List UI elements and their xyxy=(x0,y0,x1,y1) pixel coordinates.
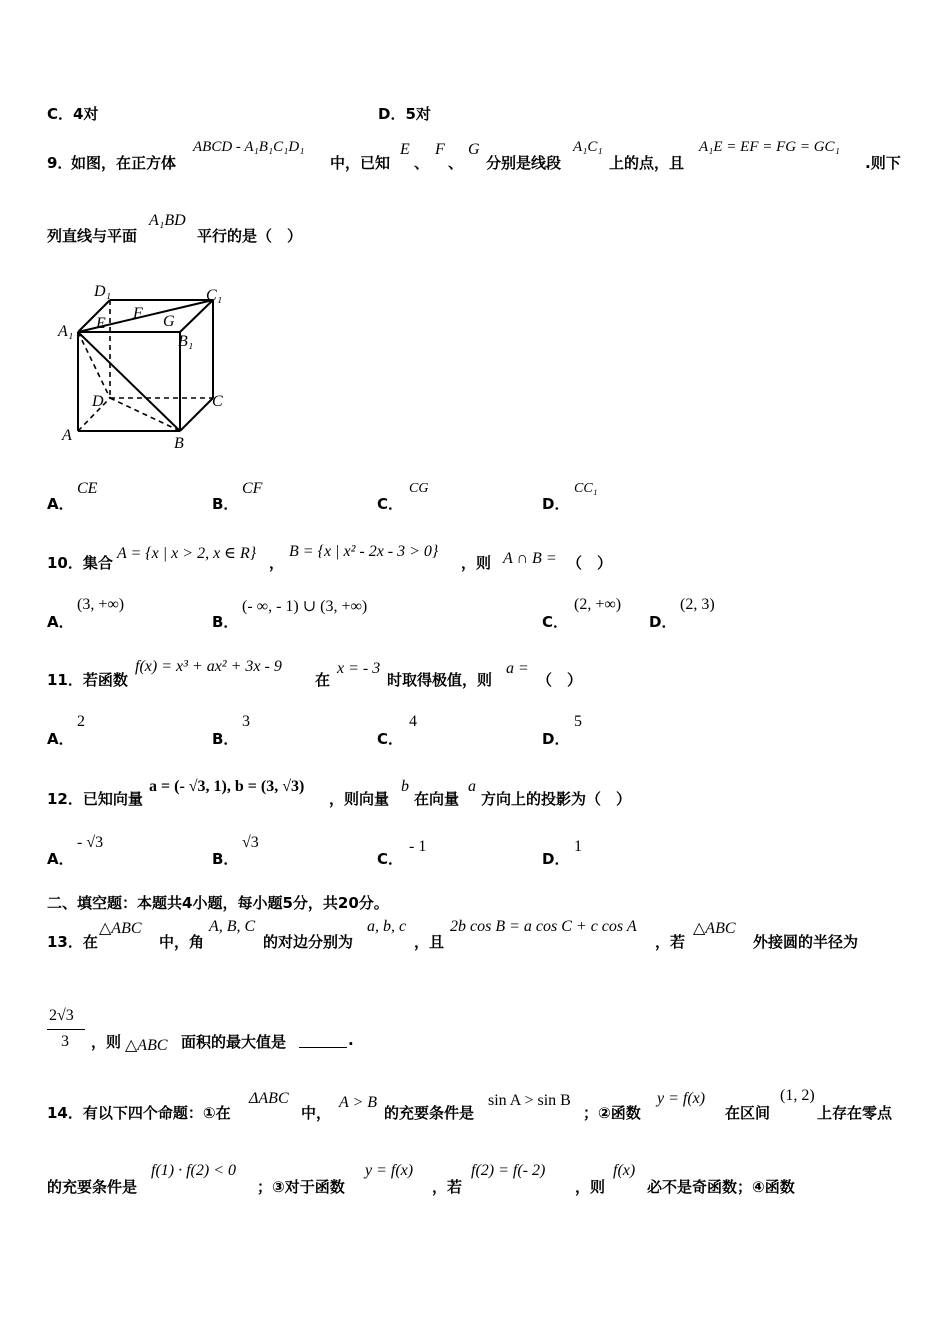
q13-text-2: 中，角 xyxy=(159,933,205,951)
q9-text-4: 上的点，且 xyxy=(609,154,685,172)
q14-text-3: 的充要条件是 xyxy=(384,1104,475,1122)
label-b1: B₁ xyxy=(178,333,194,350)
q12-text-3: 在向量 xyxy=(414,790,460,808)
q9-option-b-label: B． xyxy=(212,495,239,513)
q14-condition: A > B xyxy=(339,1094,378,1111)
q13-answer-blank[interactable] xyxy=(299,1035,347,1048)
q13-text-8: 面积的最大值是 xyxy=(181,1033,287,1051)
q12-option-c-label: C． xyxy=(377,850,404,868)
q9-point-f: F xyxy=(435,141,445,158)
q12-text-2: ，则向量 xyxy=(329,790,390,808)
q9-option-b-value: CF xyxy=(242,480,263,497)
q10-number: 10．集合 xyxy=(47,554,113,572)
q12-option-d-label: D． xyxy=(542,850,570,868)
q13-angles: A, B, C xyxy=(209,918,256,935)
q8-option-d: D．5对 xyxy=(378,105,431,123)
q13-text-7: ，则 xyxy=(91,1033,122,1051)
label-d1: D₁ xyxy=(94,283,112,300)
q9-text-7: 平行的是（ ） xyxy=(197,227,303,245)
q14-line2 xyxy=(47,1160,907,1194)
q9-plane: A₁BD xyxy=(149,212,186,229)
q14-text-7: 的充要条件是 xyxy=(47,1178,138,1196)
q9-text-5: .则下 xyxy=(865,154,901,172)
q10-options xyxy=(47,596,907,630)
q13-text-3: 的对边分别为 xyxy=(263,933,354,951)
q10-option-b-label: B． xyxy=(212,613,239,631)
q10-option-d-label: D． xyxy=(649,613,677,631)
label-d: D xyxy=(92,393,104,410)
q13-fraction-bar xyxy=(47,1029,85,1030)
q9-options xyxy=(47,480,907,514)
q13-equation: 2b cos B = a cos C + c cos A xyxy=(450,918,637,935)
q14-text-11: 必不是奇函数；④函数 xyxy=(647,1178,795,1196)
label-e: E xyxy=(96,315,106,332)
q9-option-c-value: CG xyxy=(409,481,429,496)
q14-equation: f(2) = f(- 2) xyxy=(471,1162,546,1179)
q12-stem xyxy=(47,775,907,809)
q13-number: 13．在 xyxy=(47,933,98,951)
q12-vector-b: b xyxy=(401,778,409,795)
q9-sep-2: 、 xyxy=(448,154,464,172)
q12-option-c-value: - 1 xyxy=(409,838,427,855)
q11-option-b-label: B． xyxy=(212,730,239,748)
q12-vectors: a = (- √3, 1), b = (3, √3) xyxy=(149,778,305,795)
q11-option-d-label: D． xyxy=(542,730,570,748)
q14-fx: f(x) xyxy=(613,1162,636,1179)
q13-triangle-2: △ABC xyxy=(693,920,736,937)
q9-segment: A₁C₁ xyxy=(573,139,603,155)
q13-fraction-numerator: 2√3 xyxy=(49,1007,74,1024)
q14-text-5: 在区间 xyxy=(725,1104,771,1122)
q11-option-b-value: 3 xyxy=(242,713,250,730)
q13-triangle-3: △ABC xyxy=(125,1037,168,1054)
q14-text-2: 中， xyxy=(301,1104,332,1122)
line-a1-d xyxy=(78,332,110,398)
q14-text-10: ，则 xyxy=(575,1178,606,1196)
q14-text-6: 上存在零点 xyxy=(817,1104,893,1122)
q14-number: 14．有以下四个命题：①在 xyxy=(47,1104,231,1122)
q13-triangle: △ABC xyxy=(99,920,142,937)
q10-set-b: B = {x | x² - 2x - 3 > 0} xyxy=(289,543,439,560)
q10-option-b-value: (- ∞, - 1) ∪ (3, +∞) xyxy=(242,598,368,615)
q10-stem xyxy=(47,540,907,574)
section-heading: 二、填空题：本题共4小题，每小题5分，共20分。 xyxy=(47,894,389,912)
q9-text-2: 中，已知 xyxy=(330,154,391,172)
q11-paren: （ ） xyxy=(537,671,583,689)
label-f: F xyxy=(133,305,143,322)
q11-number: 11．若函数 xyxy=(47,671,128,689)
q14-interval: (1, 2) xyxy=(780,1087,815,1104)
q10-paren: （ ） xyxy=(567,554,613,572)
q11-option-c-value: 4 xyxy=(409,713,417,730)
q9-equation: A₁E = EF = FG = GC₁ xyxy=(699,139,840,155)
q14-function: y = f(x) xyxy=(657,1090,706,1107)
q11-x-value: x = - 3 xyxy=(337,660,381,677)
q13-end: . xyxy=(348,1031,354,1049)
q9-option-d-value: CC₁ xyxy=(574,481,598,496)
q11-at: 在 xyxy=(315,671,331,689)
q12-text-4: 方向上的投影为（ ） xyxy=(481,790,632,808)
q12-option-b-value: √3 xyxy=(242,834,259,851)
q14-triangle: ΔABC xyxy=(249,1090,289,1107)
q14-text-8: ；③对于函数 xyxy=(257,1178,345,1196)
q10-option-c-value: (2, +∞) xyxy=(574,596,622,613)
q14-text-9: ，若 xyxy=(432,1178,463,1196)
q12-option-a-label: A． xyxy=(47,850,74,868)
q9-text-3: 分别是线段 xyxy=(486,154,562,172)
q10-expression: A ∩ B = xyxy=(503,550,557,567)
q12-option-d-value: 1 xyxy=(574,838,582,855)
q13-fraction-denominator: 3 xyxy=(61,1033,69,1050)
q10-set-a: A = {x | x > 2, x ∈ R} xyxy=(117,545,257,562)
q9-sep-1: 、 xyxy=(414,154,430,172)
q10-then: ，则 xyxy=(461,554,492,572)
q9-text-1: 如图，在正方体 xyxy=(71,154,177,172)
edge-b-c xyxy=(180,398,213,431)
q13-text-4: ，且 xyxy=(414,933,445,951)
q9-cube-figure xyxy=(50,276,240,456)
q11-option-d-value: 5 xyxy=(574,713,582,730)
q14-function-2: y = f(x) xyxy=(365,1162,414,1179)
q13-text-5: ，若 xyxy=(655,933,686,951)
q11-function: f(x) = x³ + ax² + 3x - 9 xyxy=(135,658,282,675)
q11-mid: 时取得极值，则 xyxy=(387,671,493,689)
line-d-b xyxy=(110,398,180,431)
q11-a-var: a = xyxy=(506,660,529,677)
q11-option-c-label: C． xyxy=(377,730,404,748)
q12-options xyxy=(47,832,907,866)
q13-text-6: 外接圆的半径为 xyxy=(753,933,859,951)
q12-vector-a: a xyxy=(468,778,476,795)
q9-point-g: G xyxy=(468,141,480,158)
label-a: A xyxy=(62,427,72,444)
q12-number: 12．已知向量 xyxy=(47,790,143,808)
q11-options xyxy=(47,713,907,747)
q10-option-c-label: C． xyxy=(542,613,569,631)
q9-option-a-value: CE xyxy=(77,480,98,497)
q14-sine: sin A > sin B xyxy=(488,1092,571,1109)
q9-number: 9． xyxy=(47,154,73,172)
label-c1: C₁ xyxy=(206,287,223,304)
q12-option-b-label: B． xyxy=(212,850,239,868)
q10-option-a-value: (3, +∞) xyxy=(77,596,125,613)
q11-option-a-label: A． xyxy=(47,730,74,748)
q9-option-a-label: A． xyxy=(47,495,74,513)
q9-option-d-label: D． xyxy=(542,495,570,513)
q14-text-4: ；②函数 xyxy=(583,1104,641,1122)
q12-option-a-value: - √3 xyxy=(77,834,104,851)
q9-cube: ABCD - A₁B₁C₁D₁ xyxy=(193,139,305,155)
q13-line1 xyxy=(47,915,907,949)
label-c: C xyxy=(212,393,223,410)
q13-line2 xyxy=(47,1005,907,1055)
label-a1: A₁ xyxy=(58,323,74,340)
q10-option-d-value: (2, 3) xyxy=(680,596,715,613)
q9-point-e: E xyxy=(400,141,410,158)
q9-option-c-label: C． xyxy=(377,495,404,513)
label-b: B xyxy=(174,435,184,452)
q14-line1 xyxy=(47,1086,907,1120)
q13-sides: a, b, c xyxy=(367,918,407,935)
q11-option-a-value: 2 xyxy=(77,713,85,730)
q8-option-c: C．4对 xyxy=(47,105,99,123)
q10-option-a-label: A． xyxy=(47,613,74,631)
q11-stem xyxy=(47,657,907,691)
q10-comma: ， xyxy=(269,554,285,572)
q14-product: f(1) · f(2) < 0 xyxy=(151,1162,236,1179)
q9-text-6: 列直线与平面 xyxy=(47,227,138,245)
label-g: G xyxy=(163,313,175,330)
